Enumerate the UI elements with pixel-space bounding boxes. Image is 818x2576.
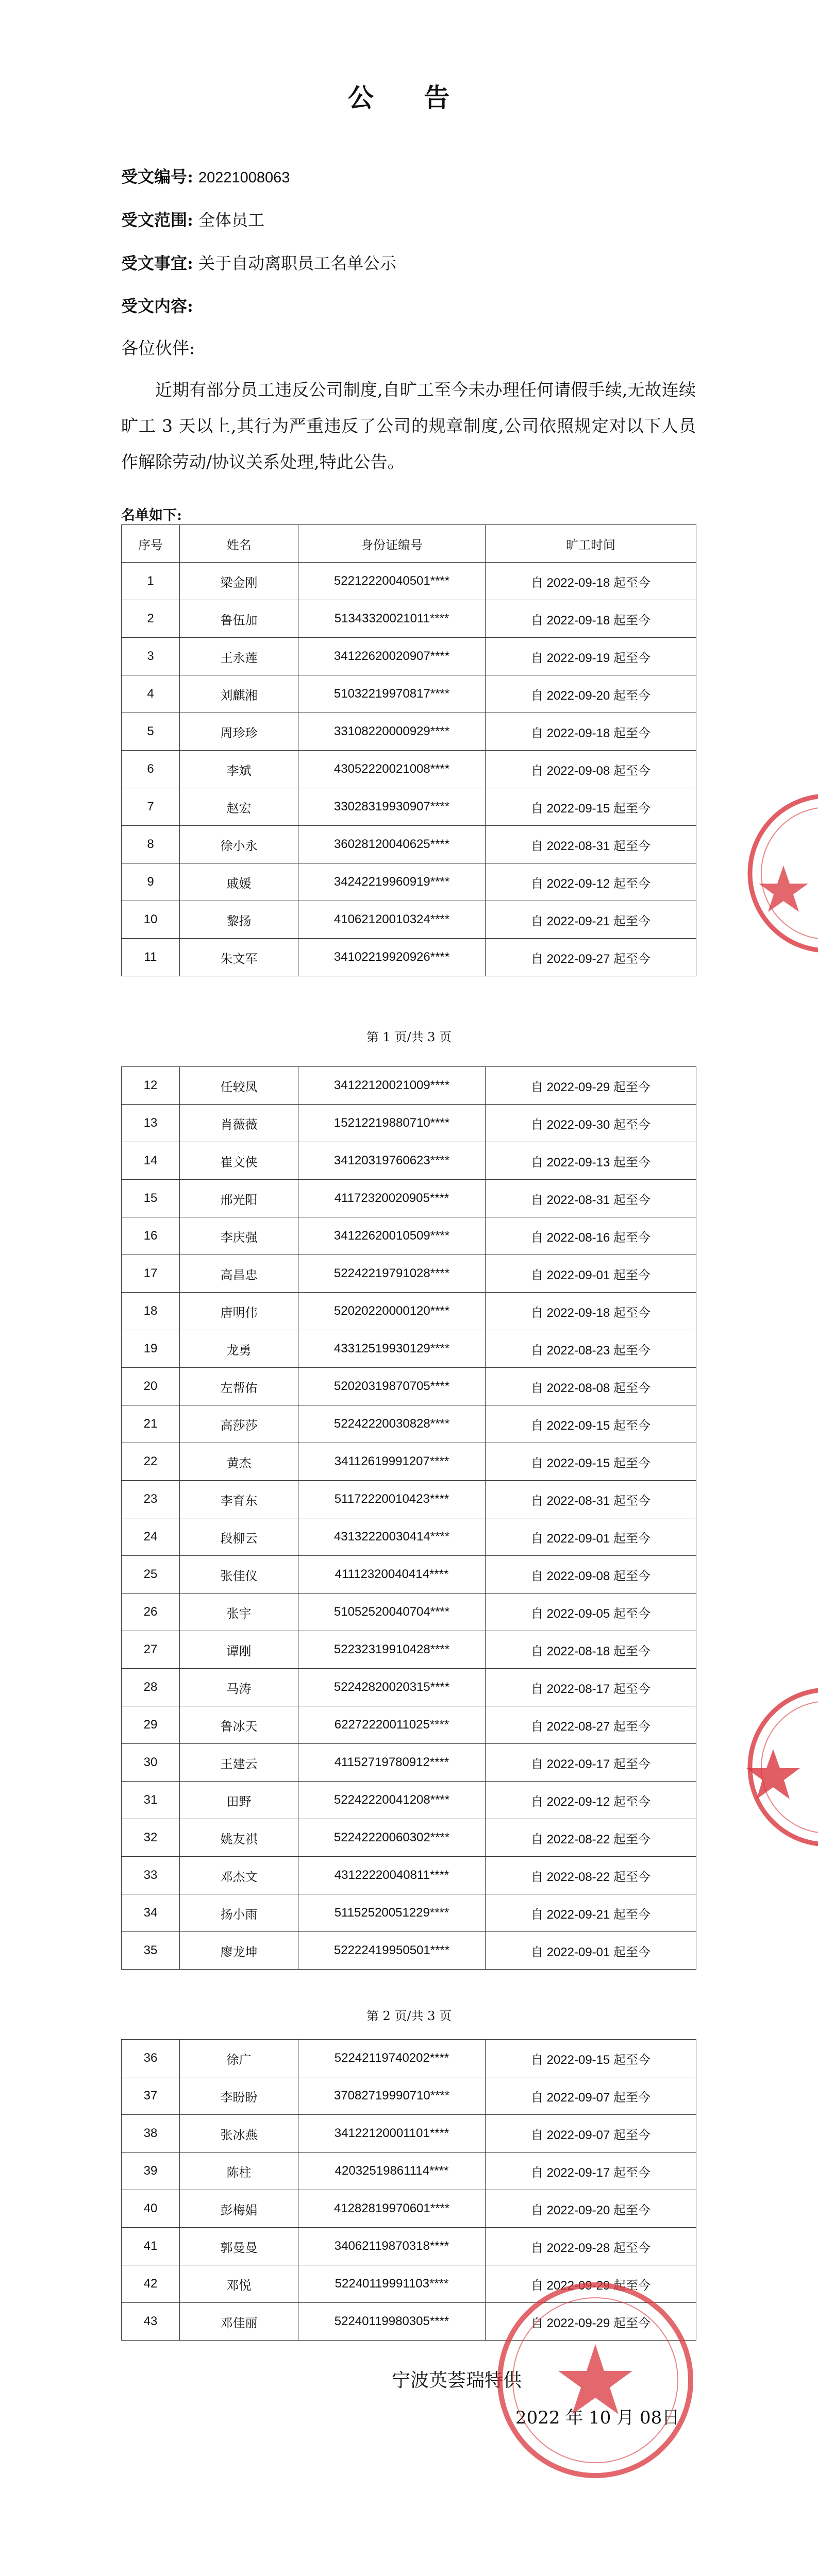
- table-row: [122, 2153, 696, 2190]
- employee-table-page-2: [121, 1066, 696, 1970]
- cell-id: 43312519930129****: [298, 1330, 486, 1368]
- cell-absence: 自 2022-09-27 起至今: [486, 939, 696, 976]
- cell-name: 高莎莎: [180, 1405, 298, 1443]
- cell-name: 谭刚: [180, 1631, 298, 1669]
- cell-name: 张宇: [180, 1594, 298, 1631]
- cell-absence: 自 2022-09-01 起至今: [486, 1932, 696, 1970]
- table-row: [122, 713, 696, 751]
- cell-name: 王永莲: [180, 638, 298, 675]
- table-row: [122, 826, 696, 863]
- header-id: 身份证编号: [298, 525, 486, 563]
- cell-id: 52242220041208****: [298, 1782, 486, 1819]
- cell-name: 任较凤: [180, 1067, 298, 1105]
- cell-absence: 自 2022-09-18 起至今: [486, 563, 696, 600]
- doc-content: [121, 293, 193, 317]
- cell-name: 肖薇薇: [180, 1105, 298, 1142]
- cell-index: 13: [122, 1105, 180, 1142]
- cell-id: 37082719990710****: [298, 2077, 486, 2115]
- cell-absence: 自 2022-08-31 起至今: [486, 1180, 696, 1217]
- table-row: [122, 1594, 696, 1631]
- cell-id: 33028319930907****: [298, 788, 486, 826]
- cell-id: 43132220030414****: [298, 1518, 486, 1556]
- cell-absence: 自 2022-08-22 起至今: [486, 1857, 696, 1894]
- cell-name: 扬小雨: [180, 1894, 298, 1932]
- notice-paragraph: 近期有部分员工违反公司制度,自旷工至今未办理任何请假手续,无故连续旷工 3 天以上,其行为严重违反了公司的规章制度,公司依照规定对以下人员作解除劳动/协议关系处理,特此公告。: [121, 380, 696, 472]
- cell-id: 34122120001101****: [298, 2115, 486, 2153]
- cell-index: 4: [122, 675, 180, 713]
- cell-index: 1: [122, 563, 180, 600]
- table-row: [122, 1293, 696, 1330]
- cell-absence: 自 2022-09-15 起至今: [486, 2040, 696, 2077]
- table-row: [122, 2115, 696, 2153]
- cell-absence: 自 2022-08-16 起至今: [486, 1217, 696, 1255]
- cell-index: 30: [122, 1744, 180, 1782]
- header-index: 序号: [122, 525, 180, 563]
- cell-index: 23: [122, 1481, 180, 1518]
- cell-name: 李庆强: [180, 1217, 298, 1255]
- cell-index: 42: [122, 2265, 180, 2303]
- table-row: [122, 1330, 696, 1368]
- cell-name: 朱文军: [180, 939, 298, 976]
- cell-index: 16: [122, 1217, 180, 1255]
- cell-name: 郭曼曼: [180, 2228, 298, 2265]
- doc-subject-label: 受文事宜:: [121, 253, 193, 273]
- cell-name: 徐广: [180, 2040, 298, 2077]
- table-row: [122, 1631, 696, 1669]
- cell-id: 52020220000120****: [298, 1293, 486, 1330]
- cell-absence: 自 2022-09-08 起至今: [486, 751, 696, 788]
- cell-index: 36: [122, 2040, 180, 2077]
- cell-name: 戚媛: [180, 863, 298, 901]
- cell-id: 41062120010324****: [298, 901, 486, 939]
- cell-id: 41112320040414****: [298, 1556, 486, 1594]
- cell-index: 6: [122, 751, 180, 788]
- table-row: [122, 751, 696, 788]
- cell-absence: 自 2022-08-17 起至今: [486, 1669, 696, 1706]
- cell-id: 52232319910428****: [298, 1631, 486, 1669]
- cell-name: 邓佳丽: [180, 2303, 298, 2341]
- cell-absence: 自 2022-09-18 起至今: [486, 713, 696, 751]
- cell-name: 崔文侠: [180, 1142, 298, 1180]
- doc-scope-value: 全体员工: [198, 210, 265, 230]
- table-row: [122, 600, 696, 638]
- cell-index: 12: [122, 1067, 180, 1105]
- cell-name: 唐明伟: [180, 1293, 298, 1330]
- table-row: [122, 638, 696, 675]
- cell-index: 9: [122, 863, 180, 901]
- cell-name: 田野: [180, 1782, 298, 1819]
- cell-name: 徐小永: [180, 826, 298, 863]
- list-header: 名单如下:: [121, 507, 182, 523]
- cell-absence: 自 2022-09-01 起至今: [486, 1518, 696, 1556]
- cell-id: 52242820020315****: [298, 1669, 486, 1706]
- table-row: [122, 1105, 696, 1142]
- cell-absence: 自 2022-09-29 起至今: [486, 2303, 696, 2341]
- table-row: [122, 1669, 696, 1706]
- cell-name: 陈柱: [180, 2153, 298, 2190]
- cell-id: 52240119980305****: [298, 2303, 486, 2341]
- cell-name: 邢光阳: [180, 1180, 298, 1217]
- cell-index: 5: [122, 713, 180, 751]
- doc-number-label: 受文编号:: [121, 167, 193, 187]
- table-row: [122, 1744, 696, 1782]
- table-row: [122, 1368, 696, 1405]
- doc-number: [121, 164, 290, 188]
- cell-index: 37: [122, 2077, 180, 2115]
- doc-number-value: 20221008063: [198, 170, 290, 186]
- cell-name: 邓悦: [180, 2265, 298, 2303]
- cell-id: 52242220030828****: [298, 1405, 486, 1443]
- cell-name: 周珍珍: [180, 713, 298, 751]
- cell-id: 52222419950501****: [298, 1932, 486, 1970]
- cell-id: 34062119870318****: [298, 2228, 486, 2265]
- seal-stamp-edge-1: [742, 788, 818, 958]
- cell-id: 52242219791028****: [298, 1255, 486, 1293]
- cell-absence: 自 2022-09-30 起至今: [486, 1105, 696, 1142]
- cell-name: 黎扬: [180, 901, 298, 939]
- cell-id: 52212220040501****: [298, 563, 486, 600]
- cell-id: 34122120021009****: [298, 1067, 486, 1105]
- table-row: [122, 563, 696, 600]
- cell-absence: 自 2022-09-20 起至今: [486, 2190, 696, 2228]
- cell-id: 52242220060302****: [298, 1819, 486, 1857]
- cell-id: 43052220021008****: [298, 751, 486, 788]
- cell-name: 鲁伍加: [180, 600, 298, 638]
- cell-index: 33: [122, 1857, 180, 1894]
- cell-index: 29: [122, 1706, 180, 1744]
- company-name: 宁波英荟瑞特供: [392, 2370, 522, 2391]
- page-number-1: 第 1 页/共 3 页: [366, 1030, 452, 1044]
- cell-name: 段柳云: [180, 1518, 298, 1556]
- cell-absence: 自 2022-09-19 起至今: [486, 638, 696, 675]
- table-row: [122, 1894, 696, 1932]
- seal-stamp-edge-2: [742, 1685, 818, 1850]
- table-row: [122, 1782, 696, 1819]
- cell-id: 51172220010423****: [298, 1481, 486, 1518]
- header-absence: 旷工时间: [486, 525, 696, 563]
- cell-absence: 自 2022-09-18 起至今: [486, 600, 696, 638]
- table-row: [122, 1405, 696, 1443]
- table-row: [122, 2040, 696, 2077]
- table-body: [122, 563, 696, 976]
- cell-index: 40: [122, 2190, 180, 2228]
- cell-index: 20: [122, 1368, 180, 1405]
- cell-index: 39: [122, 2153, 180, 2190]
- cell-absence: 自 2022-09-13 起至今: [486, 1142, 696, 1180]
- cell-absence: 自 2022-09-01 起至今: [486, 1255, 696, 1293]
- greeting: 各位伙伴:: [121, 338, 195, 358]
- cell-absence: 自 2022-09-17 起至今: [486, 2153, 696, 2190]
- table-body: [122, 1067, 696, 1970]
- header-name: 姓名: [180, 525, 298, 563]
- cell-index: 15: [122, 1180, 180, 1217]
- table-row: [122, 675, 696, 713]
- cell-index: 7: [122, 788, 180, 826]
- table-row: [122, 1180, 696, 1217]
- cell-name: 廖龙坤: [180, 1932, 298, 1970]
- cell-index: 38: [122, 2115, 180, 2153]
- cell-name: 黄杰: [180, 1443, 298, 1481]
- cell-name: 邓杰文: [180, 1857, 298, 1894]
- table-row: [122, 1481, 696, 1518]
- cell-index: 27: [122, 1631, 180, 1669]
- table-row: [122, 939, 696, 976]
- cell-index: 3: [122, 638, 180, 675]
- doc-scope: [121, 207, 264, 231]
- table-row: [122, 1819, 696, 1857]
- cell-name: 姚友祺: [180, 1819, 298, 1857]
- cell-id: 34102219920926****: [298, 939, 486, 976]
- cell-id: 34242219960919****: [298, 863, 486, 901]
- table-row: [122, 1857, 696, 1894]
- table-row: [122, 788, 696, 826]
- cell-absence: 自 2022-09-29 起至今: [486, 2265, 696, 2303]
- cell-index: 2: [122, 600, 180, 638]
- cell-id: 51343320021011****: [298, 600, 486, 638]
- table-row: [122, 1518, 696, 1556]
- doc-scope-label: 受文范围:: [121, 210, 193, 230]
- cell-index: 41: [122, 2228, 180, 2265]
- table-row: [122, 1142, 696, 1180]
- company-seal-stamp: [492, 2277, 698, 2483]
- cell-absence: 自 2022-09-21 起至今: [486, 1894, 696, 1932]
- cell-absence: 自 2022-09-17 起至今: [486, 1744, 696, 1782]
- cell-index: 8: [122, 826, 180, 863]
- table-row: [122, 863, 696, 901]
- doc-subject: [121, 250, 396, 274]
- cell-id: 15212219880710****: [298, 1105, 486, 1142]
- cell-absence: 自 2022-09-07 起至今: [486, 2115, 696, 2153]
- cell-absence: 自 2022-08-31 起至今: [486, 1481, 696, 1518]
- doc-content-label: 受文内容:: [121, 296, 193, 316]
- cell-absence: 自 2022-09-07 起至今: [486, 2077, 696, 2115]
- cell-absence: 自 2022-09-12 起至今: [486, 1782, 696, 1819]
- cell-absence: 自 2022-08-18 起至今: [486, 1631, 696, 1669]
- cell-id: 62272220011025****: [298, 1706, 486, 1744]
- cell-name: 李斌: [180, 751, 298, 788]
- cell-index: 26: [122, 1594, 180, 1631]
- issue-date: 2022 年 10 月 08日: [515, 2408, 680, 2428]
- cell-name: 龙勇: [180, 1330, 298, 1368]
- cell-name: 彭梅娟: [180, 2190, 298, 2228]
- cell-id: 52020319870705****: [298, 1368, 486, 1405]
- cell-id: 34120319760623****: [298, 1142, 486, 1180]
- cell-absence: 自 2022-08-31 起至今: [486, 826, 696, 863]
- table-row: [122, 2077, 696, 2115]
- doc-subject-value: 关于自动离职员工名单公示: [198, 253, 397, 273]
- table-row: [122, 1706, 696, 1744]
- cell-absence: 自 2022-09-21 起至今: [486, 901, 696, 939]
- notice-title: 公 告: [347, 82, 471, 113]
- cell-id: 33108220000929****: [298, 713, 486, 751]
- cell-name: 鲁冰天: [180, 1706, 298, 1744]
- cell-index: 25: [122, 1556, 180, 1594]
- cell-id: 41282819970601****: [298, 2190, 486, 2228]
- cell-index: 17: [122, 1255, 180, 1293]
- table-row: [122, 1443, 696, 1481]
- cell-name: 高昌忠: [180, 1255, 298, 1293]
- cell-name: 王建云: [180, 1744, 298, 1782]
- table-row: [122, 1932, 696, 1970]
- cell-absence: 自 2022-09-28 起至今: [486, 2228, 696, 2265]
- cell-index: 11: [122, 939, 180, 976]
- cell-index: 22: [122, 1443, 180, 1481]
- cell-absence: 自 2022-09-12 起至今: [486, 863, 696, 901]
- cell-name: 马涛: [180, 1669, 298, 1706]
- cell-id: 51032219970817****: [298, 675, 486, 713]
- cell-absence: 自 2022-09-08 起至今: [486, 1556, 696, 1594]
- cell-name: 刘麒湘: [180, 675, 298, 713]
- cell-id: 34122620010509****: [298, 1217, 486, 1255]
- cell-absence: 自 2022-08-08 起至今: [486, 1368, 696, 1405]
- table-row: [122, 901, 696, 939]
- cell-absence: 自 2022-08-22 起至今: [486, 1819, 696, 1857]
- cell-name: 张冰燕: [180, 2115, 298, 2153]
- cell-id: 42032519861114****: [298, 2153, 486, 2190]
- cell-index: 32: [122, 1819, 180, 1857]
- cell-absence: 自 2022-09-18 起至今: [486, 1293, 696, 1330]
- cell-index: 34: [122, 1894, 180, 1932]
- page-number-2: 第 2 页/共 3 页: [366, 2009, 452, 2023]
- cell-id: 43122220040811****: [298, 1857, 486, 1894]
- cell-id: 52240119991103****: [298, 2265, 486, 2303]
- cell-name: 梁金刚: [180, 563, 298, 600]
- table-header-row: [122, 525, 696, 563]
- cell-index: 10: [122, 901, 180, 939]
- cell-index: 28: [122, 1669, 180, 1706]
- cell-id: 41152719780912****: [298, 1744, 486, 1782]
- cell-id: 34112619991207****: [298, 1443, 486, 1481]
- cell-absence: 自 2022-09-20 起至今: [486, 675, 696, 713]
- cell-index: 43: [122, 2303, 180, 2341]
- cell-name: 张佳仪: [180, 1556, 298, 1594]
- cell-index: 18: [122, 1293, 180, 1330]
- cell-index: 31: [122, 1782, 180, 1819]
- cell-index: 24: [122, 1518, 180, 1556]
- table-row: [122, 2190, 696, 2228]
- cell-id: 36028120040625****: [298, 826, 486, 863]
- cell-id: 51052520040704****: [298, 1594, 486, 1631]
- cell-name: 左帮佑: [180, 1368, 298, 1405]
- cell-name: 李盼盼: [180, 2077, 298, 2115]
- table-row: [122, 1255, 696, 1293]
- table-row: [122, 1067, 696, 1105]
- cell-name: 李育东: [180, 1481, 298, 1518]
- cell-index: 21: [122, 1405, 180, 1443]
- cell-absence: 自 2022-09-15 起至今: [486, 1405, 696, 1443]
- cell-absence: 自 2022-09-15 起至今: [486, 788, 696, 826]
- cell-id: 52242119740202****: [298, 2040, 486, 2077]
- cell-id: 41172320020905****: [298, 1180, 486, 1217]
- cell-index: 19: [122, 1330, 180, 1368]
- table-row: [122, 1217, 696, 1255]
- cell-absence: 自 2022-08-23 起至今: [486, 1330, 696, 1368]
- cell-index: 14: [122, 1142, 180, 1180]
- cell-absence: 自 2022-09-29 起至今: [486, 1067, 696, 1105]
- employee-table-page-1: [121, 524, 696, 976]
- table-row: [122, 1556, 696, 1594]
- cell-absence: 自 2022-09-15 起至今: [486, 1443, 696, 1481]
- cell-id: 34122620020907****: [298, 638, 486, 675]
- cell-id: 51152520051229****: [298, 1894, 486, 1932]
- cell-absence: 自 2022-08-27 起至今: [486, 1706, 696, 1744]
- cell-absence: 自 2022-09-05 起至今: [486, 1594, 696, 1631]
- cell-index: 35: [122, 1932, 180, 1970]
- table-row: [122, 2228, 696, 2265]
- cell-name: 赵宏: [180, 788, 298, 826]
